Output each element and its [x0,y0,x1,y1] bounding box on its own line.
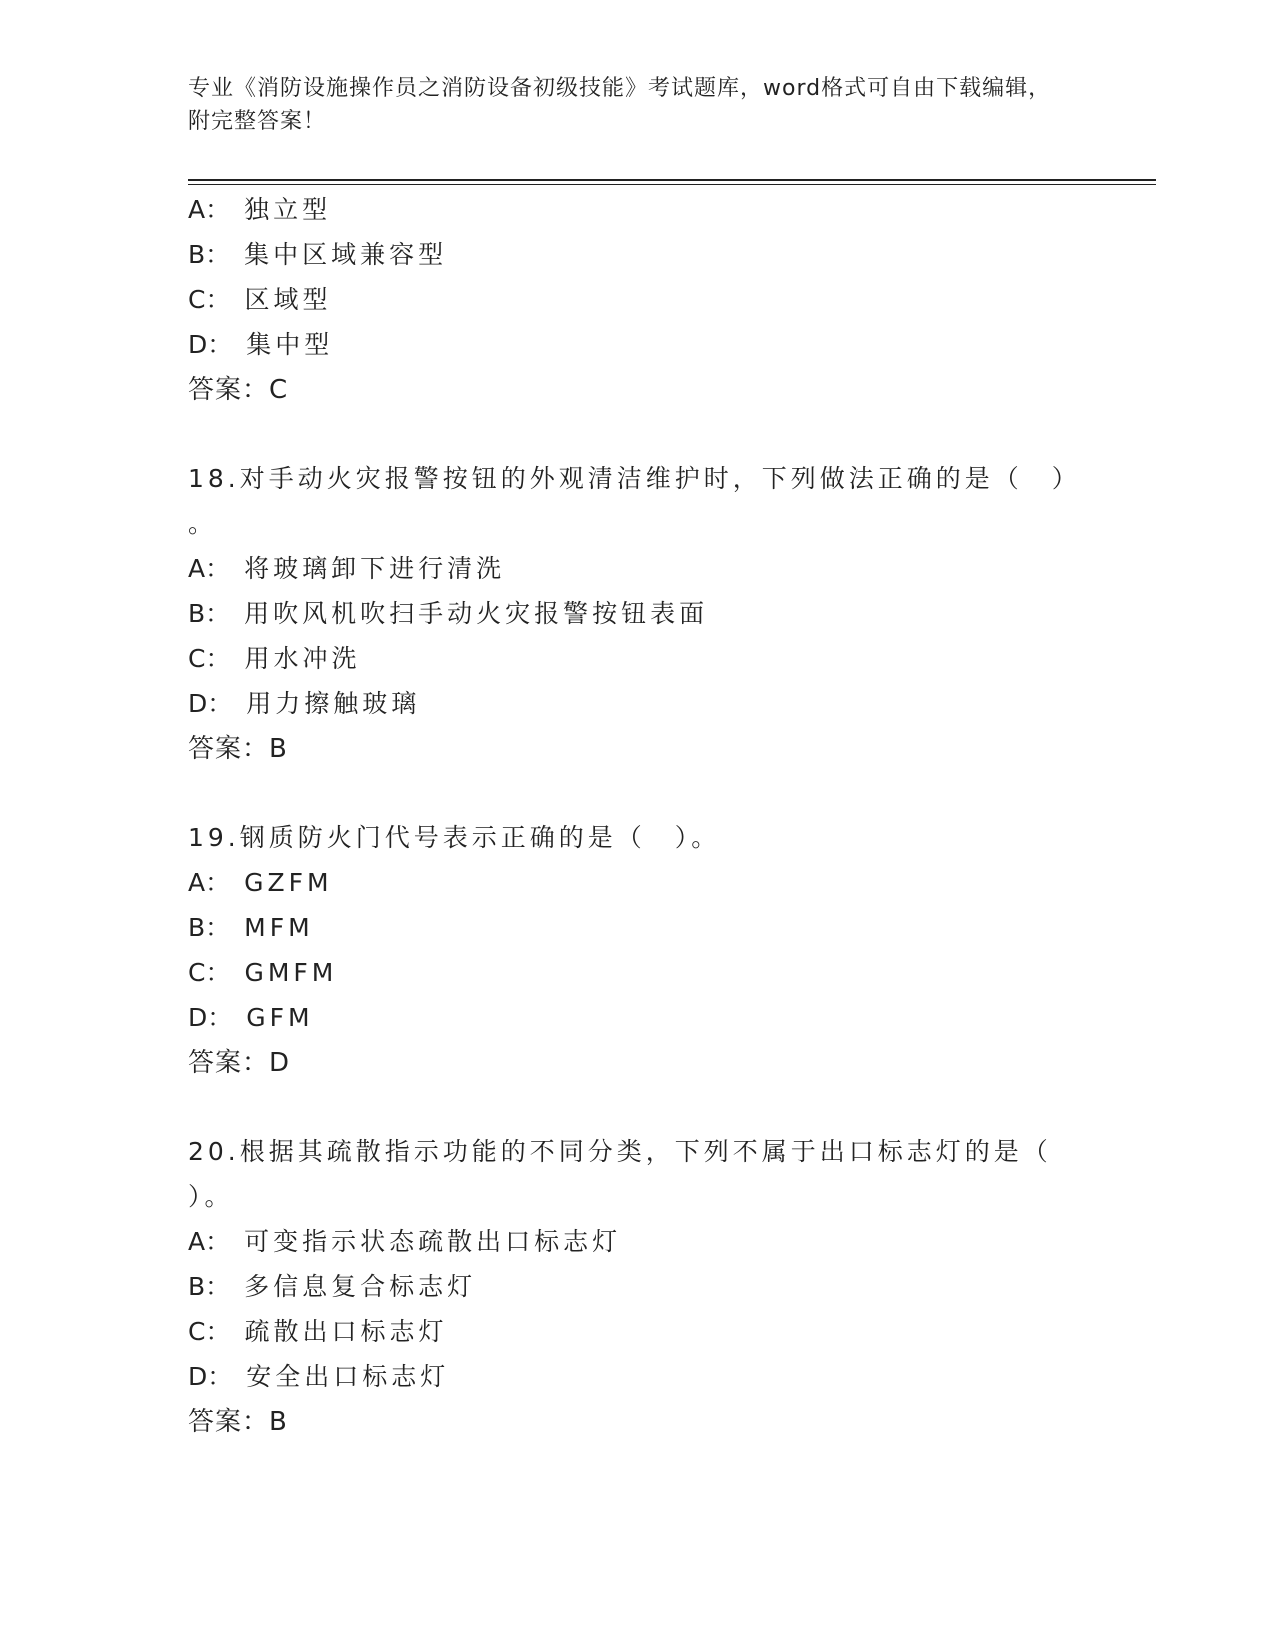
q19-question: 19.钢质防火门代号表示正确的是（ ）。 [188,823,721,852]
option-text: 独立型 [244,195,332,224]
option-label: C： [188,285,231,314]
q20-option-c [188,1316,447,1348]
option-label: D： [188,1003,233,1032]
q20-option-a [188,1226,621,1258]
option-label: C： [188,958,231,987]
q18-question: 18.对手动火灾报警按钮的外观清洁维护时，下列做法正确的是（ ） [188,464,1081,493]
option-text: 安全出口标志灯 [246,1362,450,1391]
q17-answer: 答案：C [188,375,289,405]
q20-option-b [188,1271,476,1303]
q18-option-a [188,553,505,585]
q20-question: 20.根据其疏散指示功能的不同分类，下列不属于出口标志灯的是（ [188,1137,1052,1166]
q19-option-c [188,957,337,989]
q19-answer: 答案：D [188,1048,291,1078]
option-label: B： [188,913,231,942]
option-label: A： [188,1227,231,1256]
option-text: 疏散出口标志灯 [244,1317,448,1346]
option-label: B： [188,1272,231,1301]
option-text: MFM [244,913,314,942]
option-label: D： [188,1362,233,1391]
option-text: GMFM [244,958,338,987]
q17-option-a [188,194,331,226]
option-text: 可变指示状态疏散出口标志灯 [244,1227,622,1256]
q19-option-a [188,867,333,899]
q18-option-c [188,643,360,675]
option-label: D： [188,330,233,359]
option-label: D： [188,689,233,718]
option-text: GFM [246,1003,314,1032]
option-label: B： [188,240,231,269]
option-text: 区域型 [244,285,332,314]
q18-answer: 答案：B [188,734,288,764]
option-text: GZFM [244,868,333,897]
option-text: 用吹风机吹扫手动火灾报警按钮表面 [244,599,709,628]
q17-option-d [188,329,333,361]
q18-question-continued: 。 [188,509,218,538]
option-label: C： [188,1317,231,1346]
q18-option-b [188,598,708,630]
q17-option-b [188,239,447,271]
option-text: 集中区域兼容型 [244,240,448,269]
header-divider-thick [188,179,1156,181]
q20-question-continued: ）。 [188,1182,234,1211]
option-label: A： [188,195,231,224]
option-label: A： [188,868,231,897]
q19-option-d [188,1002,314,1034]
option-text: 将玻璃卸下进行清洗 [244,554,506,583]
q20-answer: 答案：B [188,1407,288,1437]
option-text: 用力擦触玻璃 [246,689,421,718]
option-text: 集中型 [246,330,334,359]
option-text: 用水冲洗 [244,644,361,673]
q18-option-d [188,688,420,720]
option-label: B： [188,599,231,628]
document-header: 专业《消防设施操作员之消防设备初级技能》考试题库，word格式可自由下载编辑，附完整答案！ [188,76,1052,134]
option-label: C： [188,644,231,673]
header-divider-thin [188,184,1156,185]
option-text: 多信息复合标志灯 [244,1272,477,1301]
q19-option-b [188,912,314,944]
option-label: A： [188,554,231,583]
q17-option-c [188,284,331,316]
q20-option-d [188,1361,449,1393]
